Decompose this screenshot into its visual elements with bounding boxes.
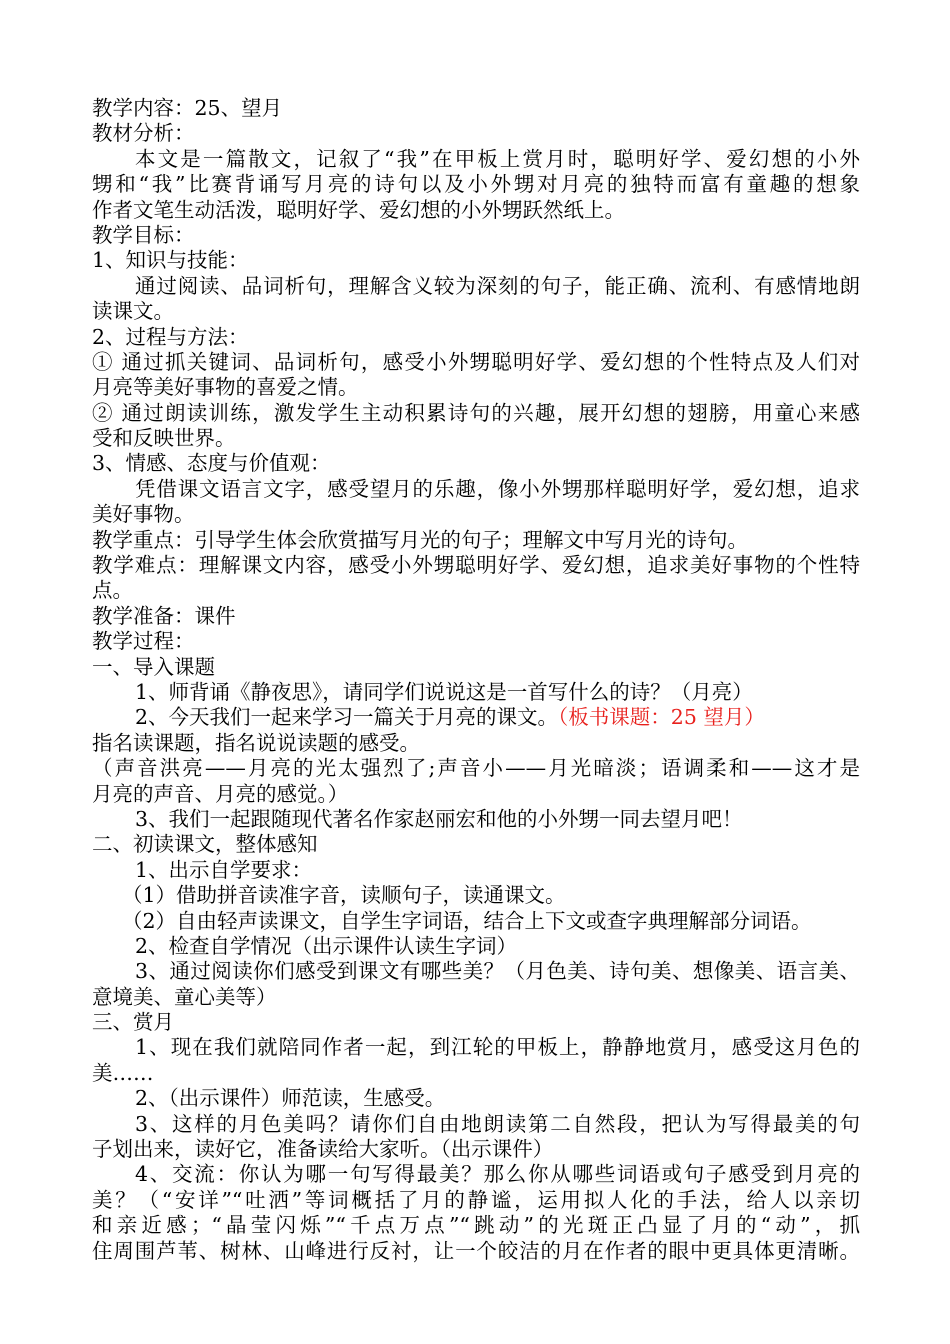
goal-1-text-line: 通过阅读、品词析句，理解含义较为深刻的句子，能正确、流利、有感情地朗 [135, 273, 860, 298]
goal-1-title: 1、知识与技能： [92, 248, 249, 273]
section-1-voice-note-line: 月亮的声音、月亮的感觉。） [92, 781, 349, 806]
teaching-difficulty-line: 点。 [92, 578, 133, 603]
section-3-step-4-line: 和亲近感；“晶莹闪烁”“千点万点”“跳动”的光斑正凸显了月的“动”，抓 [92, 1213, 860, 1238]
section-3-step-3-line: 子划出来，读好它，准备读给大家听。（出示课件） [92, 1137, 554, 1162]
section-2-step-3-line: 3、通过阅读你们感受到课文有哪些美？（月色美、诗句美、想像美、语言美、 [135, 959, 860, 984]
teaching-difficulty-line: 教学难点：理解课文内容，感受小外甥聪明好学、爱幻想，追求美好事物的个性特 [92, 553, 860, 578]
heading-teaching-content: 教学内容：25、望月 [92, 96, 283, 120]
heading-teaching-goals: 教学目标： [92, 222, 195, 247]
section-2-title: 二、初读课文，整体感知 [92, 832, 318, 857]
section-3-step-4-line: 住周围芦苇、树林、山峰进行反衬，让一个皎洁的月在作者的眼中更具体更清晰。 [92, 1238, 860, 1263]
section-1-read-title: 指名读课题，指名说说读题的感受。 [92, 730, 420, 755]
section-2-step-3-line: 意境美、童心美等） [92, 984, 277, 1009]
goal-2-item-2-line: ② 通过朗读训练，激发学生主动积累诗句的兴趣，展开幻想的翅膀，用童心来感 [92, 400, 860, 425]
section-3-step-1-line: 1、现在我们就陪同作者一起，到江轮的甲板上，静静地赏月，感受这月色的 [135, 1035, 860, 1060]
teaching-preparation: 教学准备：课件 [92, 603, 236, 628]
goal-2-item-2-line: 受和反映世界。 [92, 426, 236, 451]
goal-3-text-line: 美好事物。 [92, 502, 195, 527]
section-1-voice-note-line: （声音洪亮——月亮的光太强烈了;声音小——月光暗淡；语调柔和——这才是 [92, 756, 860, 781]
section-3-step-3-line: 3、这样的月色美吗？请你们自由地朗读第二自然段，把认为写得最美的句 [135, 1111, 860, 1136]
section-2-step-2: 2、检查自学情况（出示课件认读生字词） [135, 933, 518, 958]
section-3-step-2: 2、（出示课件）师范读，生感受。 [135, 1086, 446, 1111]
goal-2-item-1-line: ① 通过抓关键词、品词析句，感受小外甥聪明好学、爱幻想的个性特点及人们对 [92, 349, 860, 374]
goal-2-title: 2、过程与方法： [92, 324, 249, 349]
heading-teaching-process: 教学过程： [92, 629, 195, 654]
analysis-paragraph-line: 甥和“我”比赛背诵写月亮的诗句以及小外甥对月亮的独特而富有童趣的想象 [92, 172, 860, 197]
analysis-paragraph-line: 作者文笔生动活泼，聪明好学、爱幻想的小外甥跃然纸上。 [92, 197, 625, 222]
teaching-key-point: 教学重点：引导学生体会欣赏描写月光的句子；理解文中写月光的诗句。 [92, 527, 748, 552]
section-1-step-2 [92, 705, 860, 730]
section-1-title: 一、导入课题 [92, 654, 215, 679]
goal-2-item-1-line: 月亮等美好事物的喜爱之情。 [92, 375, 359, 400]
section-1-step-3: 3、我们一起跟随现代著名作家赵丽宏和他的小外甥一同去望月吧！ [135, 806, 743, 831]
section-1-step-2-text: 2、今天我们一起来学习一篇关于月亮的课文。 [135, 705, 559, 730]
goal-3-title: 3、情感、态度与价值观： [92, 451, 331, 476]
heading-material-analysis: 教材分析： [92, 121, 195, 146]
section-3-step-4-line: 美？（“安详”“吐洒”等词概括了月的静谧，运用拟人化的手法，给人以亲切 [92, 1187, 860, 1212]
analysis-paragraph-line: 本文是一篇散文，记叙了“我”在甲板上赏月时，聪明好学、爱幻想的小外 [135, 146, 860, 171]
blackboard-title-note: （板书课题：25 望月） [558, 705, 765, 730]
section-1-step-1: 1、师背诵《静夜思》，请同学们说说这是一首写什么的诗？（月亮） [135, 679, 753, 704]
goal-1-text-line: 读课文。 [92, 299, 174, 324]
section-3-step-1-line: 美…… [92, 1060, 154, 1085]
section-2-step-1: 1、出示自学要求： [135, 857, 313, 882]
lesson-plan-document [92, 96, 860, 1264]
section-3-title: 三、赏月 [92, 1010, 174, 1035]
self-study-requirement-2: （2）自由轻声读课文，自学生字词语，结合上下文或查字典理解部分词语。 [122, 908, 812, 933]
goal-3-text-line: 凭借课文语言文字，感受望月的乐趣，像小外甥那样聪明好学，爱幻想，追求 [135, 476, 860, 501]
section-3-step-4-line: 4、交流：你认为哪一句写得最美？那么你从哪些词语或句子感受到月亮的 [135, 1162, 860, 1187]
self-study-requirement-1: （1）借助拼音读准字音，读顺句子，读通课文。 [122, 883, 566, 908]
